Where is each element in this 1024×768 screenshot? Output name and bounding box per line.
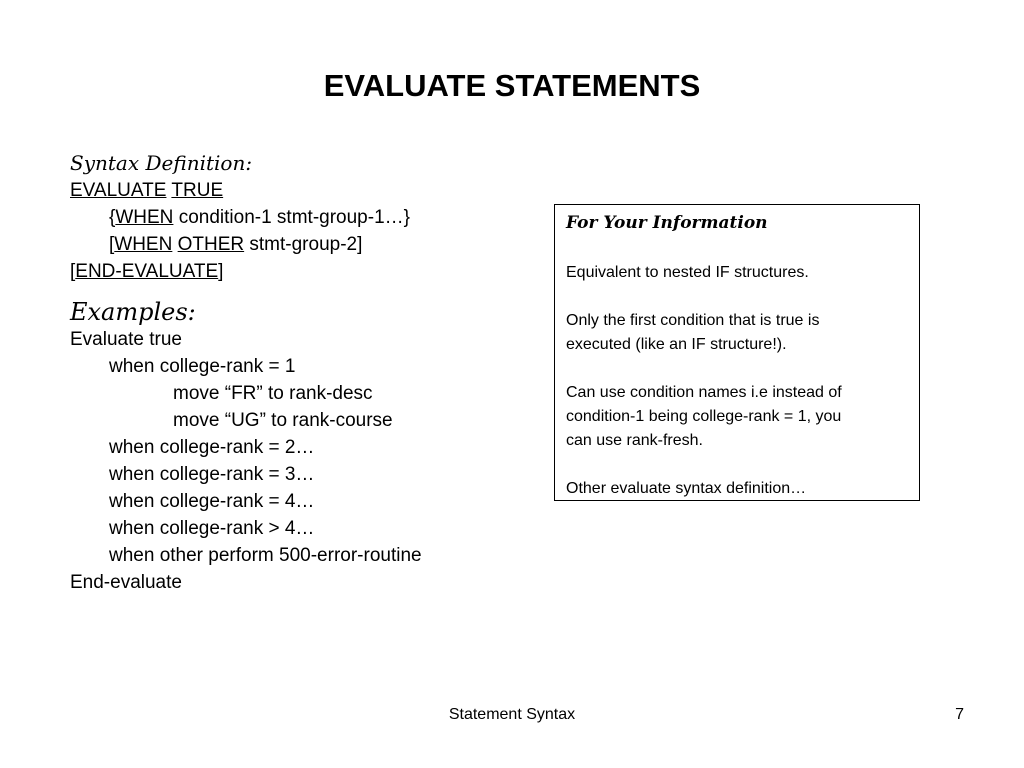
syntax-section — [70, 150, 422, 596]
syntax-line-4 — [70, 258, 422, 285]
fyi-paragraph: Only the first condition that is true is — [566, 312, 820, 329]
example-line: move “FR” to rank-desc — [173, 383, 373, 404]
syntax-line-1 — [70, 177, 422, 204]
keyword-evaluate: EVALUATE — [70, 180, 167, 201]
syntax-line-2 — [70, 204, 422, 231]
syntax-line-3 — [70, 231, 422, 258]
fyi-paragraph: Other evaluate syntax definition… — [566, 480, 807, 497]
syntax-line-2-rest: condition-1 stmt-group-1…} — [173, 207, 410, 228]
fyi-paragraph: can use rank-fresh. — [566, 432, 703, 449]
keyword-true: TRUE — [171, 180, 224, 201]
example-line: when college-rank > 4… — [109, 518, 315, 539]
fyi-title: For Your Information — [566, 213, 768, 233]
example-line: when other perform 500-error-routine — [109, 545, 422, 566]
example-line: Evaluate true — [70, 329, 182, 350]
fyi-paragraph: executed (like an IF structure!). — [566, 336, 787, 353]
bracket-open-2: [ — [70, 261, 76, 282]
example-line: when college-rank = 2… — [109, 437, 315, 458]
syntax-line-3-rest: stmt-group-2] — [244, 234, 363, 255]
fyi-box — [554, 204, 920, 501]
bracket-open: [ — [109, 234, 115, 255]
examples-heading: Examples: — [70, 298, 196, 326]
example-line: End-evaluate — [70, 572, 182, 593]
keyword-when: WHEN — [115, 207, 174, 228]
bracket-close: ] — [218, 261, 224, 282]
keyword-when-2: WHEN — [114, 234, 173, 255]
keyword-end-evaluate: END-EVALUATE — [75, 261, 219, 282]
fyi-paragraph: Equivalent to nested IF structures. — [566, 264, 809, 281]
example-line: move “UG” to rank-course — [173, 410, 393, 431]
brace-open: { — [109, 207, 116, 228]
example-line: when college-rank = 1 — [109, 356, 296, 377]
syntax-heading: Syntax Definition: — [70, 151, 253, 175]
fyi-paragraph: condition-1 being college-rank = 1, you — [566, 408, 842, 425]
example-line: when college-rank = 4… — [109, 491, 315, 512]
footer-label: Statement Syntax — [448, 706, 576, 723]
page-number: 7 — [955, 706, 964, 723]
fyi-paragraph: Can use condition names i.e instead of — [566, 384, 842, 401]
example-line: when college-rank = 3… — [109, 464, 315, 485]
slide-title: EVALUATE STATEMENTS — [323, 68, 701, 103]
keyword-other: OTHER — [177, 234, 245, 255]
